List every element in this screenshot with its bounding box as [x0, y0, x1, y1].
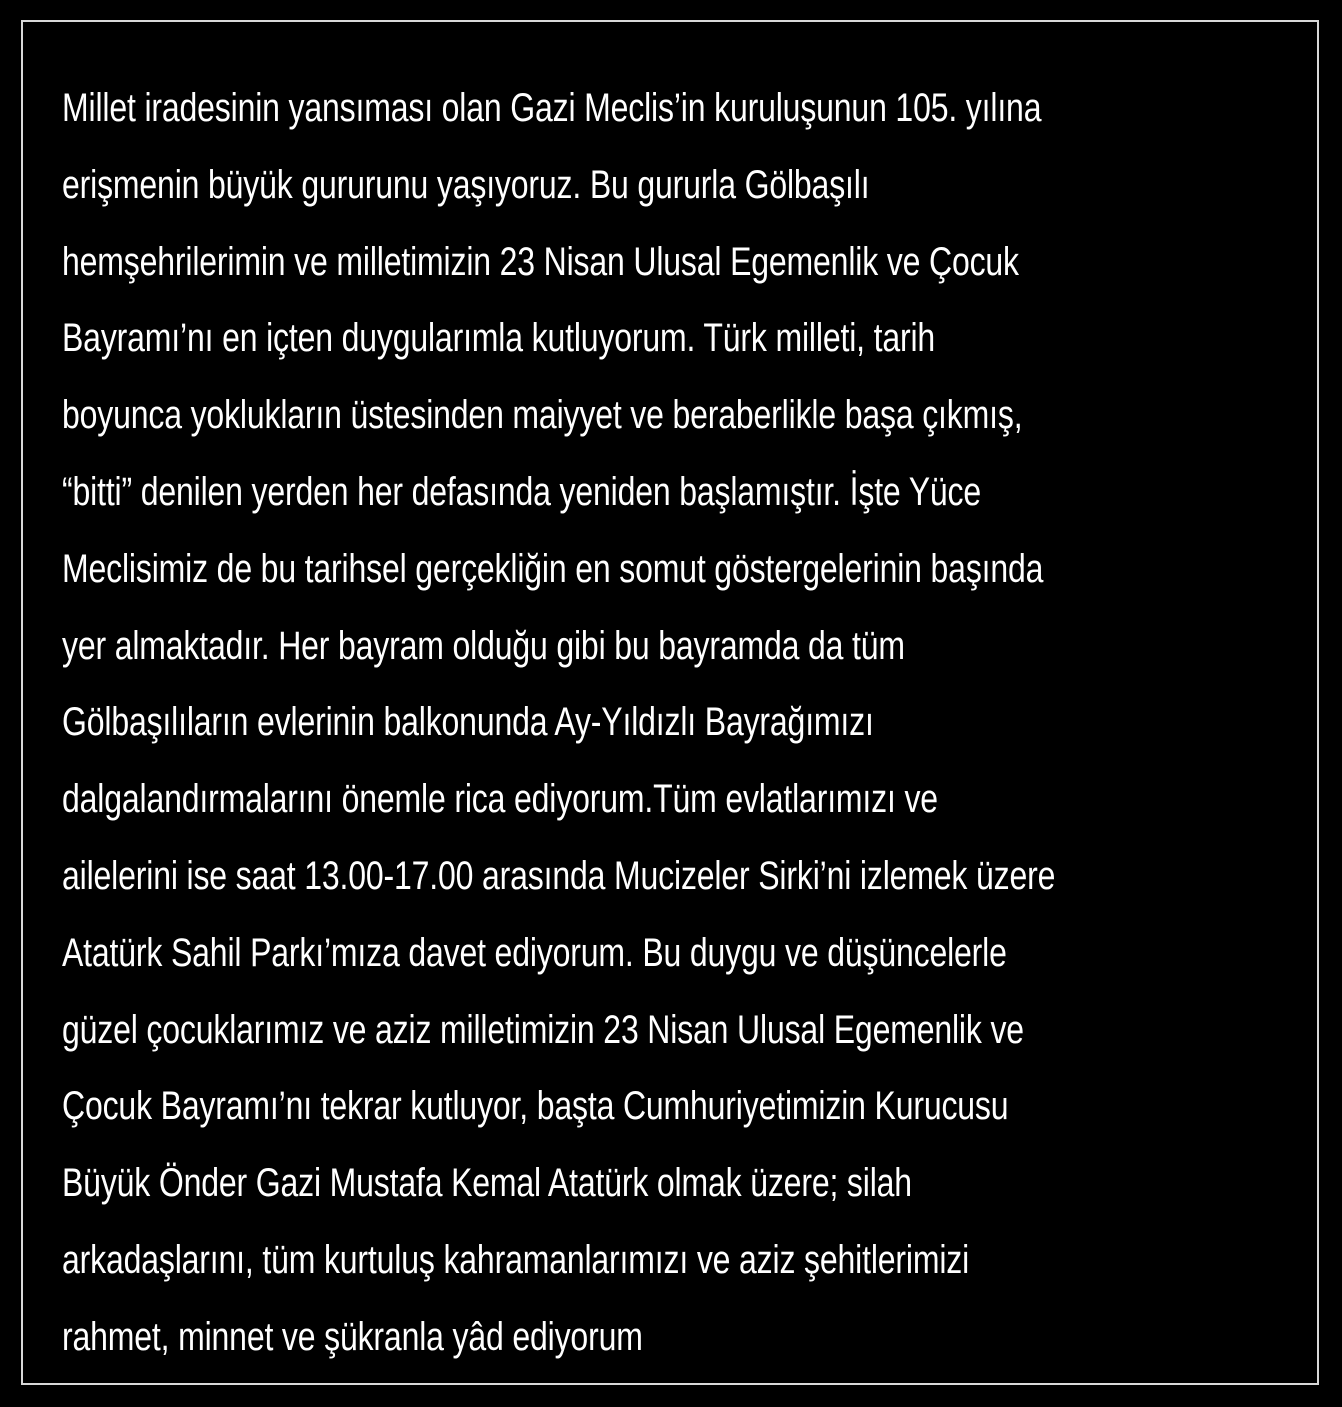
- message-line: Millet iradesinin yansıması olan Gazi Meclis’in kuruluşunun 105. yılına: [62, 86, 1042, 130]
- message-line: Çocuk Bayramı’nı tekrar kutluyor, başta Cumhuriyetimizin Kurucusu: [62, 1084, 1009, 1129]
- message-line: dalgalandırmalarını önemle rica ediyorum.Tüm evlatlarımızı ve: [62, 777, 938, 822]
- message-line: Gölbaşılıların evlerinin balkonunda Ay-Yıldızlı Bayrağımızı: [62, 700, 874, 745]
- message-line: erişmenin büyük gururunu yaşıyoruz. Bu gururla Gölbaşılı: [62, 162, 870, 207]
- message-line: güzel çocuklarımız ve aziz milletimizin 23 Nisan Ulusal Egemenlik ve: [62, 1007, 1024, 1052]
- message-text: [62, 70, 1282, 1376]
- message-line: rahmet, minnet ve şükranla yâd ediyorum: [62, 1314, 643, 1359]
- message-line: Büyük Önder Gazi Mustafa Kemal Atatürk olmak üzere; silah: [62, 1161, 912, 1206]
- message-line: arkadaşlarını, tüm kurtuluş kahramanlarımızı ve aziz şehitlerimizi: [62, 1237, 970, 1282]
- message-line: Atatürk Sahil Parkı’mıza davet ediyorum. Bu duygu ve düşüncelerle: [62, 930, 1007, 975]
- message-line: Bayramı’nı en içten duygularımla kutluyorum. Türk milleti, tarih: [62, 316, 936, 361]
- message-line: boyunca yoklukların üstesinden maiyyet ve beraberlikle başa çıkmış,: [62, 393, 1023, 438]
- message-line: hemşehrilerimin ve milletimizin 23 Nisan Ulusal Egemenlik ve Çocuk: [62, 239, 1019, 284]
- message-line: “bitti” denilen yerden her defasında yeniden başlamıştır. İşte Yüce: [62, 469, 982, 514]
- message-line: yer almaktadır. Her bayram olduğu gibi bu bayramda da tüm: [62, 623, 905, 668]
- message-line: ailelerini ise saat 13.00-17.00 arasında Mucizeler Sirki’ni izlemek üzere: [62, 853, 1056, 898]
- message-line: Meclisimiz de bu tarihsel gerçekliğin en somut göstergelerinin başında: [62, 546, 1044, 591]
